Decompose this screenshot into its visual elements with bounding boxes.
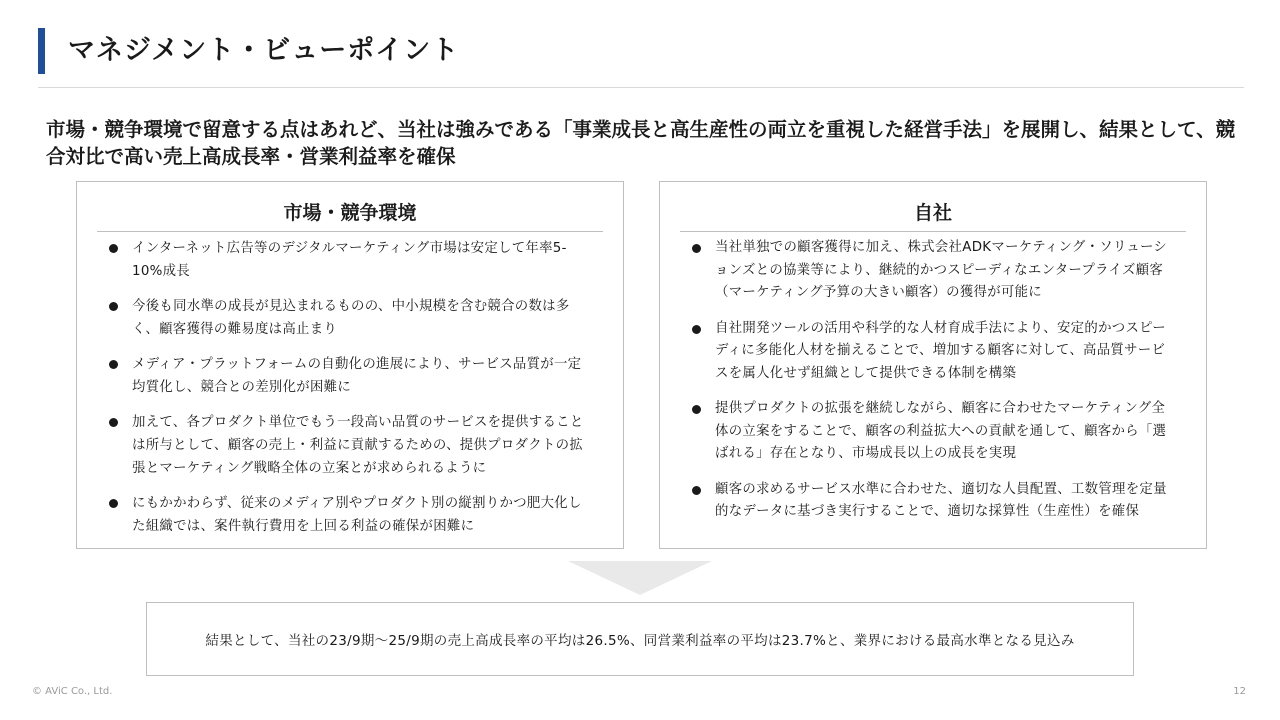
result-text: 結果として、当社の23/9期〜25/9期の売上高成長率の平均は26.5%、同営業利益率の平均は23.7%と、業界における最高水準となる見込み <box>205 633 1075 649</box>
list-item-text: 自社開発ツールの活用や科学的な人材育成手法により、安定的かつスピーディに多能化人材を揃えることで、増加する顧客に対して、高品質サービスを属人化せず組織として提供できる体制を構築 <box>715 320 1166 381</box>
bullet-icon <box>692 486 701 495</box>
list-item-text: にもかかわらず、従来のメディア別やプロダクト別の縦割りかつ肥大化した組織では、案件執行費用を上回る利益の確保が困難に <box>132 496 582 534</box>
list-item-text: インターネット広告等のデジタルマーケティング市場は安定して年率5-10%成長 <box>132 241 567 279</box>
list-item-text: 提供プロダクトの拡張を継続しながら、顧客に合わせたマーケティング全体の立案をすることで、顧客の利益拡大への貢献を通して、顧客から「選ばれる」存在となり、市場成長以上の成長を実現 <box>715 401 1167 461</box>
bullet-icon <box>109 302 118 311</box>
list-item <box>690 318 1178 386</box>
list-item-text: 顧客の求めるサービス水準に合わせた、適切な人員配置、工数管理を定量的なデータに基づき実行することで、適切な採算性（生産性）を確保 <box>715 481 1167 519</box>
bullet-icon <box>109 418 118 427</box>
list-item <box>690 237 1178 305</box>
down-arrow-icon <box>568 561 712 595</box>
market-bullet-list <box>107 237 595 550</box>
page-number: 12 <box>1233 686 1246 697</box>
bullet-icon <box>109 244 118 253</box>
bullet-icon <box>109 499 118 508</box>
bullet-icon <box>692 244 701 253</box>
list-item <box>690 398 1178 466</box>
list-item <box>107 353 595 399</box>
copyright: © AViC Co., Ltd. <box>32 686 113 697</box>
list-item-text: 加えて、各プロダクト単位でもう一段高い品質のサービスを提供することは所与として、顧客の売上・利益に貢献するための、提供プロダクトの拡張とマーケティング戦略全体の立案とが求められるように <box>132 415 584 476</box>
company-panel-heading: 自社 <box>680 198 1186 232</box>
market-panel-heading: 市場・競争環境 <box>97 198 603 232</box>
list-item <box>107 295 595 341</box>
company-bullet-list <box>690 237 1178 537</box>
bullet-icon <box>692 405 701 414</box>
list-item <box>107 411 595 480</box>
list-item <box>107 492 595 538</box>
list-item <box>690 479 1178 524</box>
company-panel <box>659 181 1207 549</box>
result-box <box>146 602 1134 676</box>
list-item-text: メディア・プラットフォームの自動化の進展により、サービス品質が一定均質化し、競合との差別化が困難に <box>132 357 582 395</box>
title-divider <box>38 87 1244 88</box>
bullet-icon <box>109 360 118 369</box>
list-item-text: 当社単独での顧客獲得に加え、株式会社ADKマーケティング・ソリューションズとの協業等により、継続的かつスピーディなエンタープライズ顧客（マーケティング予算の大きい顧客）の獲得が可能に <box>715 240 1168 300</box>
list-item <box>107 237 595 283</box>
headline: 市場・競争環境で留意する点はあれど、当社は強みである「事業成長と高生産性の両立を重視した経営手法」を展開し、結果として、競合対比で高い売上高成長率・営業利益率を確保 <box>46 118 1236 168</box>
title-accent-bar <box>38 28 45 74</box>
page-title: マネジメント・ビューポイント <box>68 35 460 66</box>
bullet-icon <box>692 325 701 334</box>
list-item-text: 今後も同水準の成長が見込まれるものの、中小規模を含む競合の数は多く、顧客獲得の難易度は高止まり <box>132 299 570 337</box>
market-panel <box>76 181 624 549</box>
